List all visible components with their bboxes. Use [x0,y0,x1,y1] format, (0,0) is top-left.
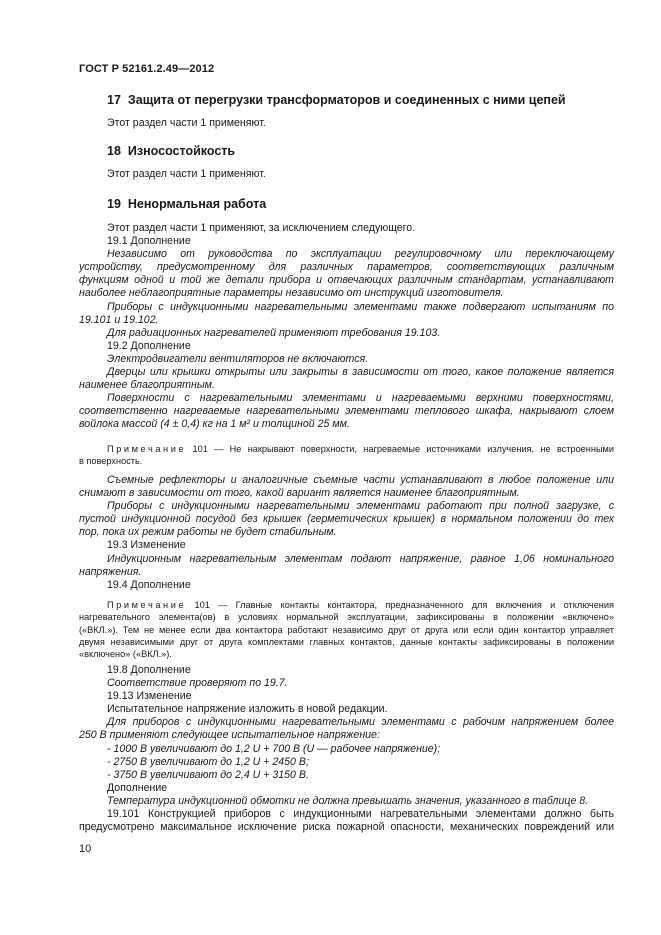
clause-19-2: 19.2 Дополнение [107,339,191,352]
paragraph-line: наименее благоприятным. [79,379,215,392]
section-19-body [79,222,614,432]
paragraph-line: наиболее неблагоприятные параметры независимо от инструкций изготовителя. [79,287,504,300]
clause-19-3: 19.3 Изменение [107,539,186,552]
document-header: ГОСТ Р 52161.2.49—2012 [79,63,215,75]
paragraph-line: Индукционным нагревательным элементам подают напряжение, равное 1,06 номинального [107,552,614,565]
paragraph-line: Для радиационных нагревателей применяют требования 19.103. [107,326,441,339]
paragraph-line: снимают в зависимости от того, какой вариант является наименее благоприятным. [79,487,520,500]
note-label: Примечание [107,444,187,454]
clause-19-8: 19.8 Дополнение [107,664,191,676]
section-number: 17 [107,93,121,107]
section-19-body-2 [79,474,614,592]
list-item: - 1000 В увеличивают до 1,2 U + 700 В (U — рабочее напряжение); [107,742,441,755]
paragraph-line: функциям одной и той же детали прибора и отвечающих различным стандартам, устанавливают [79,274,614,287]
paragraph-line: Испытательное напряжение изложить в новой редакции. [107,703,388,716]
paragraph-line: Независимо от руководства по эксплуатации регулировочному или переключающему [107,248,614,261]
paragraph-line: Приборы с индукционными нагревательными элементами также подвергают испытаниям по [107,300,614,313]
section-19-intro: Этот раздел части 1 применяют, за исключением следующего. [107,222,416,234]
note-line: в поверхность. [79,456,143,467]
section-number: 19 [107,197,121,211]
page-number: 10 [79,843,92,855]
note-text: 101 — Не накрывают поверхности, нагреваемые источниками излучения, не встроенными [186,444,614,454]
paragraph-line: устройству, предусмотренному для различных параметров, соответствующих различным [79,261,614,274]
paragraph-line: 19.101 Конструкцией приборов с индукционными нагревательными элементами должно быть [107,808,614,821]
paragraph-line: пустой индукционной посудой без крышек (герметических крышек) в нормальном положении до тех [79,513,614,526]
list-item: - 3750 В увеличивают до 2,4 U + 3150 В. [107,768,309,781]
section-18-heading [107,144,235,158]
section-17-heading [107,93,566,107]
note-line: («ВКЛ.»). Тем не менее если два контактора работают независимо друг от друга или если один контактор управляет [79,624,614,635]
note-1 [79,443,614,468]
section-18-text: Этот раздел части 1 применяют. [107,168,266,180]
paragraph-line: Соответствие проверяют по 19.7. [107,677,288,690]
paragraph-line: напряжения. [79,565,142,578]
addition-label: Дополнение [107,781,168,794]
note-text: 101 — Главные контакты контактора, предназначенного для включения и отключения [186,600,614,610]
paragraph-line: пор, пока их режим работы не будет стабильным. [79,526,337,539]
section-number: 18 [107,144,121,158]
section-title: Ненормальная работа [127,197,267,211]
paragraph-line: соответственно нагреваемые нагревательными элементами теплового шкафа, накрывают слоем [79,405,614,418]
note-line: «включено» («ВКЛ.»). [79,649,172,660]
note-label: Примечание [107,600,187,610]
paragraph-line: Съемные рефлекторы и аналогичные съемные части устанавливают в любое положение или [107,474,614,486]
paragraph-line: Температура индукционной обмотки не должна превышать значения, указанного в таблице 8. [107,794,589,807]
note-line: двумя независимыми друг от друга комплектами главных контактов, данные контакты зафиксированы в положении [79,636,614,647]
note-line [79,443,614,455]
section-17-text: Этот раздел части 1 применяют. [107,117,266,129]
paragraph-line: войлока массой (4 ± 0,4) кг на 1 м² и толщиной 25 мм. [79,418,350,431]
section-19-body-3 [79,664,614,834]
note-2 [79,599,614,660]
paragraph-line: Поверхности с нагревательными элементами и нагреваемыми верхними поверхностями, [107,392,614,405]
clause-19-1: 19.1 Дополнение [107,235,191,248]
section-19-heading [107,197,266,211]
clause-19-4: 19.4 Дополнение [107,578,191,591]
paragraph-line: Для приборов с индукционными нагревательными элементами с рабочим напряжением более [107,716,614,729]
note-line [79,599,614,611]
paragraph-line: 19.101 и 19.102. [79,313,159,326]
paragraph-line: Приборы с индукционными нагревательными элементами работают при полной загрузке, с [107,500,614,513]
clause-19-13: 19.13 Изменение [107,690,192,703]
section-title: Защита от перегрузки трансформаторов и соединенных с ними цепей [127,93,566,107]
paragraph-line: Дверцы или крышки открыты или закрыты в зависимости от того, какое положение является [107,366,614,379]
list-item: - 2750 В увеличивают до 1,2 U + 2450 В; [107,755,309,768]
paragraph-line: предусмотрено максимальное исключение риска пожарной опасности, механических повреждений или [79,821,614,834]
note-line: нагревательного элемента(ов) в условиях нормальной эксплуатации, зафиксированы в положении «включено» [79,612,614,623]
section-title: Износостойкость [127,144,236,158]
paragraph-line: 250 В применяют следующее испытательное напряжение: [79,729,380,742]
paragraph-line: Электродвигатели вентиляторов не включаются. [107,352,369,365]
